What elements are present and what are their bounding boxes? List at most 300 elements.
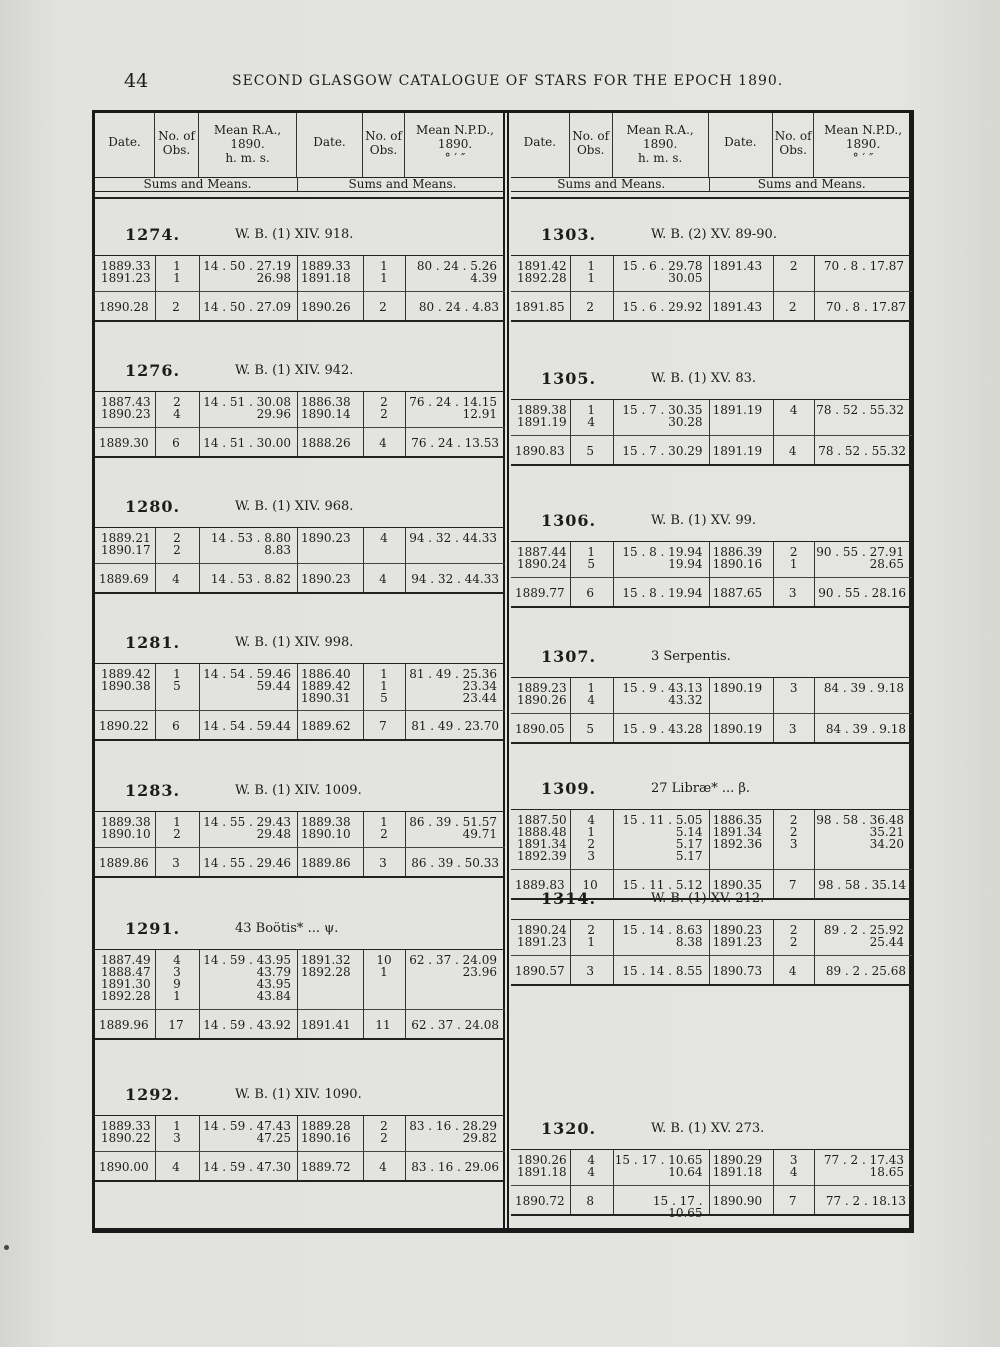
mean-npd-count: 3 bbox=[788, 722, 797, 736]
star-title bbox=[511, 779, 912, 803]
ra-obs-count: 4 bbox=[587, 1153, 595, 1167]
mean-npd-value: 81 . 49 . 23.70 bbox=[411, 719, 499, 733]
npd-obs-count: 1 bbox=[380, 815, 388, 829]
ra-obs-value: 15 . 17 . 10.65 bbox=[614, 1153, 703, 1167]
observation-rows bbox=[511, 255, 912, 292]
mean-npd-count: 7 bbox=[788, 1194, 797, 1208]
npd-obs-date: 1890.16 bbox=[301, 1131, 351, 1145]
ra-obs-value: 14 . 50 . 27.19 bbox=[203, 259, 291, 273]
sums-label: Sums and Means. bbox=[348, 177, 457, 191]
header-no-obs bbox=[773, 113, 814, 177]
header-date bbox=[511, 113, 570, 177]
npd-obs-date: 1891.32 bbox=[301, 953, 351, 967]
npd-obs-date: 1889.28 bbox=[301, 1119, 351, 1133]
mean-ra-date: 1889.96 bbox=[99, 1018, 149, 1032]
npd-obs-count: 2 bbox=[789, 813, 798, 827]
ra-obs-value: 30.28 bbox=[668, 415, 703, 429]
header-text: Mean R.A., bbox=[626, 123, 694, 137]
header-mean-npd bbox=[405, 113, 505, 177]
ra-obs-value: 5.17 bbox=[675, 837, 703, 851]
npd-obs-value: 80 . 24 . 5.26 bbox=[416, 259, 497, 273]
mean-npd-value: 89 . 2 . 25.68 bbox=[825, 964, 906, 978]
ra-obs-count: 2 bbox=[173, 395, 181, 409]
ra-obs-date: 1890.22 bbox=[101, 1131, 151, 1145]
header-text: No. of bbox=[572, 129, 610, 143]
star-number: 1320. bbox=[541, 1119, 597, 1138]
star-entry bbox=[95, 497, 505, 597]
mean-npd-date: 1891.19 bbox=[712, 444, 763, 458]
star-designation: W. B. (1) XIV. 968. bbox=[235, 499, 354, 514]
npd-obs-date: 1891.19 bbox=[712, 403, 763, 417]
npd-obs-value: 49.71 bbox=[462, 827, 497, 841]
star-number: 1306. bbox=[541, 511, 597, 530]
star-entry bbox=[95, 361, 505, 461]
ra-obs-count: 1 bbox=[587, 271, 595, 285]
mean-ra-value: 14 . 59 . 47.30 bbox=[203, 1160, 291, 1174]
star-number: 1314. bbox=[541, 889, 597, 908]
ra-obs-count: 1 bbox=[587, 259, 595, 273]
npd-obs-value: 86 . 39 . 51.57 bbox=[409, 815, 497, 829]
header-text: Obs. bbox=[162, 143, 191, 157]
star-number: 1309. bbox=[541, 779, 597, 798]
npd-obs-value: 98 . 58 . 36.48 bbox=[816, 813, 904, 827]
npd-obs-count: 2 bbox=[789, 825, 798, 839]
left-column bbox=[95, 113, 505, 1228]
header-mean-ra bbox=[613, 113, 709, 177]
ra-obs-value: 15 . 11 . 5.05 bbox=[622, 813, 703, 827]
npd-obs-count: 5 bbox=[380, 691, 388, 705]
sums-separator bbox=[297, 177, 298, 191]
star-entry bbox=[95, 781, 505, 881]
ra-obs-value: 19.94 bbox=[668, 557, 703, 571]
header-text: No. of bbox=[774, 129, 812, 143]
header-text: h. m. s. bbox=[637, 151, 683, 165]
observation-rows bbox=[95, 949, 505, 1010]
ra-obs-date: 1890.38 bbox=[101, 679, 151, 693]
star-number: 1274. bbox=[125, 225, 181, 244]
sums-separator bbox=[709, 177, 710, 191]
npd-obs-date: 1890.16 bbox=[712, 557, 763, 571]
sums-and-means-row bbox=[95, 177, 505, 192]
ra-obs-date: 1891.42 bbox=[517, 259, 567, 273]
right-column bbox=[511, 113, 912, 1228]
mean-ra-value: 14 . 59 . 43.92 bbox=[203, 1018, 291, 1032]
mean-ra-count: 10 bbox=[582, 878, 598, 892]
npd-obs-date: 1892.28 bbox=[301, 965, 351, 979]
ra-obs-count: 4 bbox=[587, 813, 595, 827]
ra-obs-count: 3 bbox=[173, 965, 181, 979]
ra-obs-count: 4 bbox=[587, 1165, 595, 1179]
star-entry bbox=[95, 633, 505, 744]
header-text: Mean R.A., bbox=[213, 123, 282, 137]
ra-obs-date: 1889.23 bbox=[517, 681, 567, 695]
mean-npd-date: 1889.72 bbox=[301, 1160, 351, 1174]
header-text: 1890. bbox=[230, 137, 265, 151]
ra-obs-count: 2 bbox=[173, 531, 181, 545]
header-text: Date. bbox=[523, 135, 557, 149]
header-text: 1890. bbox=[437, 137, 473, 151]
star-designation: W. B. (2) XV. 89-90. bbox=[651, 227, 777, 242]
star-designation: W. B. (1) XV. 99. bbox=[651, 513, 757, 528]
ra-obs-value: 43.32 bbox=[668, 693, 703, 707]
header-date bbox=[297, 113, 363, 177]
table-header bbox=[511, 113, 912, 178]
ra-obs-count: 1 bbox=[173, 271, 181, 285]
mean-npd-count: 7 bbox=[379, 719, 387, 733]
ra-obs-count: 1 bbox=[173, 667, 181, 681]
star-title bbox=[95, 1085, 505, 1109]
mean-row bbox=[95, 427, 505, 458]
ra-obs-count: 5 bbox=[173, 679, 181, 693]
ra-obs-date: 1890.17 bbox=[101, 543, 151, 557]
star-entry bbox=[511, 369, 912, 469]
mean-row bbox=[511, 291, 912, 322]
ra-obs-date: 1891.23 bbox=[101, 271, 151, 285]
star-title bbox=[95, 633, 505, 657]
npd-obs-date: 1890.19 bbox=[712, 681, 763, 695]
npd-obs-value: 23.34 bbox=[462, 679, 497, 693]
npd-obs-value: 78 . 52 . 55.32 bbox=[816, 403, 904, 417]
mean-npd-date: 1891.43 bbox=[712, 300, 763, 314]
ra-obs-date: 1890.26 bbox=[517, 693, 567, 707]
npd-obs-value: 28.65 bbox=[869, 557, 904, 571]
ra-obs-count: 1 bbox=[587, 545, 595, 559]
star-designation: W. B. (1) XV. 273. bbox=[651, 1121, 765, 1136]
star-entry bbox=[511, 889, 912, 989]
npd-obs-date: 1891.34 bbox=[712, 825, 763, 839]
header-no-obs bbox=[155, 113, 199, 177]
npd-obs-count: 2 bbox=[789, 935, 798, 949]
mean-ra-count: 6 bbox=[172, 719, 180, 733]
header-rule bbox=[95, 193, 505, 199]
mean-ra-count: 5 bbox=[586, 722, 594, 736]
ra-obs-count: 1 bbox=[587, 681, 595, 695]
npd-obs-count: 4 bbox=[789, 403, 798, 417]
star-title bbox=[511, 1119, 912, 1143]
ra-obs-value: 26.98 bbox=[256, 271, 291, 285]
star-entry bbox=[511, 511, 912, 611]
mean-ra-date: 1889.83 bbox=[515, 878, 565, 892]
header-text: No. of bbox=[365, 129, 402, 143]
npd-obs-count: 1 bbox=[789, 557, 798, 571]
header-text: ° ′ ″ bbox=[852, 151, 874, 165]
mean-npd-value: 90 . 55 . 28.16 bbox=[818, 586, 906, 600]
star-entry bbox=[511, 225, 912, 325]
npd-obs-count: 2 bbox=[380, 1119, 388, 1133]
npd-obs-count: 4 bbox=[380, 531, 388, 545]
mean-ra-value: 14 . 55 . 29.46 bbox=[203, 856, 291, 870]
npd-obs-count: 2 bbox=[380, 1131, 388, 1145]
mean-ra-value: 15 . 17 . 10.65 bbox=[652, 1194, 703, 1220]
npd-obs-count: 4 bbox=[789, 1165, 798, 1179]
npd-obs-date: 1889.33 bbox=[301, 259, 351, 273]
observation-rows bbox=[511, 1149, 912, 1186]
npd-obs-value: 4.39 bbox=[470, 271, 497, 285]
mean-npd-date: 1890.19 bbox=[712, 722, 763, 736]
ra-obs-count: 1 bbox=[587, 403, 595, 417]
sums-label: Sums and Means. bbox=[557, 177, 666, 191]
mean-row bbox=[95, 847, 505, 878]
running-header bbox=[0, 70, 1000, 100]
header-text: No. of bbox=[158, 129, 195, 143]
npd-obs-count: 1 bbox=[380, 271, 388, 285]
mean-npd-date: 1890.90 bbox=[712, 1194, 763, 1208]
mean-ra-count: 5 bbox=[586, 444, 594, 458]
npd-obs-date: 1890.23 bbox=[712, 923, 763, 937]
star-number: 1280. bbox=[125, 497, 181, 516]
mean-row bbox=[511, 435, 912, 466]
npd-obs-value: 35.21 bbox=[869, 825, 904, 839]
star-title bbox=[95, 225, 505, 249]
npd-obs-date: 1889.38 bbox=[301, 815, 351, 829]
ra-obs-count: 1 bbox=[173, 1119, 181, 1133]
ra-obs-count: 4 bbox=[587, 415, 595, 429]
npd-obs-count: 3 bbox=[789, 681, 798, 695]
header-text: Mean N.P.D., bbox=[416, 123, 494, 137]
mean-npd-date: 1887.65 bbox=[712, 586, 763, 600]
npd-obs-date: 1886.35 bbox=[712, 813, 763, 827]
header-text: h. m. s. bbox=[225, 151, 270, 165]
mean-row bbox=[511, 577, 912, 608]
mean-ra-value: 15 . 14 . 8.55 bbox=[622, 964, 703, 978]
npd-obs-date: 1890.14 bbox=[301, 407, 351, 421]
npd-obs-value: 62 . 37 . 24.09 bbox=[409, 953, 497, 967]
star-designation: 27 Libræ* ... β. bbox=[651, 781, 751, 796]
npd-obs-date: 1891.23 bbox=[712, 935, 763, 949]
ra-obs-count: 1 bbox=[587, 825, 595, 839]
ra-obs-value: 14 . 51 . 30.08 bbox=[203, 395, 291, 409]
star-designation: W. B. (1) XIV. 998. bbox=[235, 635, 354, 650]
observation-rows bbox=[95, 1115, 505, 1152]
ra-obs-date: 1889.42 bbox=[101, 667, 151, 681]
ra-obs-count: 2 bbox=[173, 543, 181, 557]
npd-obs-count: 1 bbox=[380, 667, 388, 681]
ra-obs-count: 4 bbox=[173, 953, 181, 967]
running-title: SECOND GLASGOW CATALOGUE OF STARS FOR THE EPOCH 1890. bbox=[232, 73, 784, 89]
ra-obs-count: 9 bbox=[173, 977, 181, 991]
mean-ra-date: 1891.85 bbox=[515, 300, 565, 314]
star-entry bbox=[511, 1119, 912, 1219]
mean-ra-value: 14 . 51 . 30.00 bbox=[203, 436, 291, 450]
npd-obs-count: 10 bbox=[376, 953, 392, 967]
star-entry bbox=[95, 1085, 505, 1185]
star-entry bbox=[511, 647, 912, 747]
mean-npd-count: 2 bbox=[788, 300, 797, 314]
observation-rows bbox=[95, 811, 505, 848]
star-number: 1303. bbox=[541, 225, 597, 244]
star-designation: W. B. (1) XIV. 942. bbox=[235, 363, 354, 378]
header-rule bbox=[511, 193, 912, 199]
ra-obs-date: 1889.33 bbox=[101, 1119, 151, 1133]
header-date bbox=[709, 113, 774, 177]
ra-obs-date: 1887.43 bbox=[101, 395, 151, 409]
npd-obs-date: 1892.36 bbox=[712, 837, 763, 851]
mean-npd-date: 1889.62 bbox=[301, 719, 351, 733]
header-text: 1890. bbox=[845, 137, 881, 151]
mean-npd-count: 7 bbox=[788, 878, 797, 892]
npd-obs-count: 2 bbox=[380, 395, 388, 409]
npd-obs-value: 29.82 bbox=[462, 1131, 497, 1145]
ra-obs-count: 3 bbox=[587, 849, 595, 863]
npd-obs-count: 2 bbox=[789, 923, 798, 937]
star-designation: 3 Serpentis. bbox=[651, 649, 731, 664]
npd-obs-count: 2 bbox=[789, 259, 798, 273]
npd-obs-value: 76 . 24 . 14.15 bbox=[409, 395, 497, 409]
star-title bbox=[95, 781, 505, 805]
npd-obs-count: 1 bbox=[380, 679, 388, 693]
mean-ra-count: 2 bbox=[586, 300, 594, 314]
header-no-obs bbox=[570, 113, 613, 177]
header-text: Date. bbox=[724, 135, 757, 149]
mean-npd-value: 78 . 52 . 55.32 bbox=[818, 444, 906, 458]
ra-obs-date: 1891.34 bbox=[517, 837, 567, 851]
ra-obs-date: 1890.26 bbox=[517, 1153, 567, 1167]
star-designation: W. B. (1) XIV. 1009. bbox=[235, 783, 362, 798]
mean-ra-date: 1890.22 bbox=[99, 719, 149, 733]
ra-obs-count: 5 bbox=[587, 557, 595, 571]
npd-obs-value: 25.44 bbox=[869, 935, 904, 949]
ra-obs-date: 1890.23 bbox=[101, 407, 151, 421]
mean-ra-date: 1890.57 bbox=[515, 964, 565, 978]
ra-obs-count: 1 bbox=[173, 989, 181, 1003]
npd-obs-value: 34.20 bbox=[869, 837, 904, 851]
mean-ra-value: 14 . 53 . 8.82 bbox=[210, 572, 291, 586]
mean-ra-value: 15 . 6 . 29.92 bbox=[622, 300, 703, 314]
ra-obs-date: 1891.23 bbox=[517, 935, 567, 949]
header-text: Obs. bbox=[369, 143, 398, 157]
mean-ra-count: 3 bbox=[586, 964, 594, 978]
npd-obs-date: 1889.42 bbox=[301, 679, 351, 693]
mean-ra-date: 1889.69 bbox=[99, 572, 149, 586]
mean-ra-date: 1890.05 bbox=[515, 722, 565, 736]
mean-ra-value: 14 . 54 . 59.44 bbox=[203, 719, 291, 733]
mean-npd-value: 84 . 39 . 9.18 bbox=[825, 722, 906, 736]
observation-rows bbox=[95, 255, 505, 292]
observation-rows bbox=[95, 527, 505, 564]
npd-obs-count: 1 bbox=[380, 259, 388, 273]
mean-ra-count: 4 bbox=[172, 1160, 180, 1174]
ra-obs-value: 14 . 59 . 43.95 bbox=[203, 953, 291, 967]
mean-npd-date: 1890.23 bbox=[301, 572, 351, 586]
npd-obs-value: 83 . 16 . 28.29 bbox=[409, 1119, 497, 1133]
npd-obs-count: 3 bbox=[789, 837, 798, 851]
ra-obs-date: 1892.39 bbox=[517, 849, 567, 863]
star-entry bbox=[95, 919, 505, 1043]
ra-obs-count: 1 bbox=[587, 935, 595, 949]
ra-obs-value: 10.64 bbox=[668, 1165, 703, 1179]
ra-obs-value: 59.44 bbox=[256, 679, 291, 693]
npd-obs-date: 1886.39 bbox=[712, 545, 763, 559]
mean-row bbox=[95, 291, 505, 322]
star-designation: 43 Boötis* ... ψ. bbox=[235, 921, 339, 936]
ra-obs-value: 15 . 7 . 30.35 bbox=[622, 403, 703, 417]
ra-obs-date: 1889.38 bbox=[517, 403, 567, 417]
mean-npd-date: 1890.26 bbox=[301, 300, 351, 314]
mean-ra-value: 15 . 11 . 5.12 bbox=[622, 878, 703, 892]
mean-npd-count: 4 bbox=[379, 1160, 387, 1174]
npd-obs-value: 12.91 bbox=[462, 407, 497, 421]
star-designation: W. B. (1) XIV. 918. bbox=[235, 227, 354, 242]
page-number: 44 bbox=[124, 70, 149, 92]
ra-obs-value: 43.84 bbox=[256, 989, 291, 1003]
ra-obs-date: 1888.47 bbox=[101, 965, 151, 979]
mean-row bbox=[95, 563, 505, 594]
mean-ra-date: 1890.72 bbox=[515, 1194, 565, 1208]
observation-rows bbox=[511, 677, 912, 714]
npd-obs-date: 1890.29 bbox=[712, 1153, 763, 1167]
mean-npd-date: 1890.73 bbox=[712, 964, 763, 978]
header-text: Obs. bbox=[779, 143, 807, 157]
mean-row bbox=[511, 955, 912, 986]
ra-obs-value: 8.38 bbox=[675, 935, 703, 949]
npd-obs-date: 1891.18 bbox=[712, 1165, 763, 1179]
star-number: 1291. bbox=[125, 919, 181, 938]
ra-obs-value: 14 . 54 . 59.46 bbox=[203, 667, 291, 681]
ra-obs-date: 1892.28 bbox=[101, 989, 151, 1003]
star-title bbox=[511, 369, 912, 393]
mean-npd-count: 4 bbox=[788, 444, 797, 458]
star-title bbox=[511, 225, 912, 249]
ra-obs-count: 4 bbox=[587, 693, 595, 707]
mean-ra-value: 15 . 7 . 30.29 bbox=[622, 444, 703, 458]
ra-obs-value: 43.95 bbox=[256, 977, 291, 991]
npd-obs-value: 18.65 bbox=[869, 1165, 904, 1179]
npd-obs-date: 1890.23 bbox=[301, 531, 351, 545]
ra-obs-date: 1887.44 bbox=[517, 545, 567, 559]
ra-obs-count: 2 bbox=[173, 827, 181, 841]
mean-ra-date: 1889.86 bbox=[99, 856, 149, 870]
npd-obs-date: 1886.40 bbox=[301, 667, 351, 681]
header-mean-npd bbox=[814, 113, 912, 177]
mean-npd-count: 11 bbox=[375, 1018, 391, 1032]
mean-npd-value: 77 . 2 . 18.13 bbox=[825, 1194, 906, 1208]
star-number: 1305. bbox=[541, 369, 597, 388]
ra-obs-value: 14 . 59 . 47.43 bbox=[203, 1119, 291, 1133]
sums-label: Sums and Means. bbox=[143, 177, 252, 191]
mean-npd-date: 1890.35 bbox=[712, 878, 763, 892]
npd-obs-count: 2 bbox=[380, 827, 388, 841]
ink-speck bbox=[4, 1245, 9, 1250]
npd-obs-value: 94 . 32 . 44.33 bbox=[409, 531, 497, 545]
table-header bbox=[95, 113, 505, 178]
ra-obs-date: 1890.10 bbox=[101, 827, 151, 841]
sums-label: Sums and Means. bbox=[757, 177, 866, 191]
ra-obs-value: 15 . 9 . 43.13 bbox=[622, 681, 703, 695]
mean-ra-date: 1890.28 bbox=[99, 300, 149, 314]
header-no-obs bbox=[363, 113, 405, 177]
star-designation: W. B. (1) XV. 212. bbox=[651, 891, 765, 906]
header-text: ° ′ ″ bbox=[444, 151, 466, 165]
catalogue-table bbox=[92, 110, 914, 1233]
mean-ra-date: 1890.83 bbox=[515, 444, 565, 458]
mean-npd-count: 4 bbox=[379, 572, 387, 586]
ra-obs-date: 1888.48 bbox=[517, 825, 567, 839]
ra-obs-value: 14 . 53 . 8.80 bbox=[210, 531, 291, 545]
mean-ra-date: 1890.00 bbox=[99, 1160, 149, 1174]
mean-npd-date: 1889.86 bbox=[301, 856, 351, 870]
star-entry bbox=[95, 225, 505, 325]
ra-obs-count: 2 bbox=[587, 923, 595, 937]
ra-obs-date: 1887.49 bbox=[101, 953, 151, 967]
mean-npd-value: 98 . 58 . 35.14 bbox=[818, 878, 906, 892]
npd-obs-date: 1886.38 bbox=[301, 395, 351, 409]
mean-ra-value: 14 . 50 . 27.09 bbox=[203, 300, 291, 314]
mean-row bbox=[511, 713, 912, 744]
observation-rows bbox=[95, 663, 505, 711]
mean-ra-count: 8 bbox=[586, 1194, 594, 1208]
ra-obs-date: 1889.21 bbox=[101, 531, 151, 545]
star-number: 1283. bbox=[125, 781, 181, 800]
